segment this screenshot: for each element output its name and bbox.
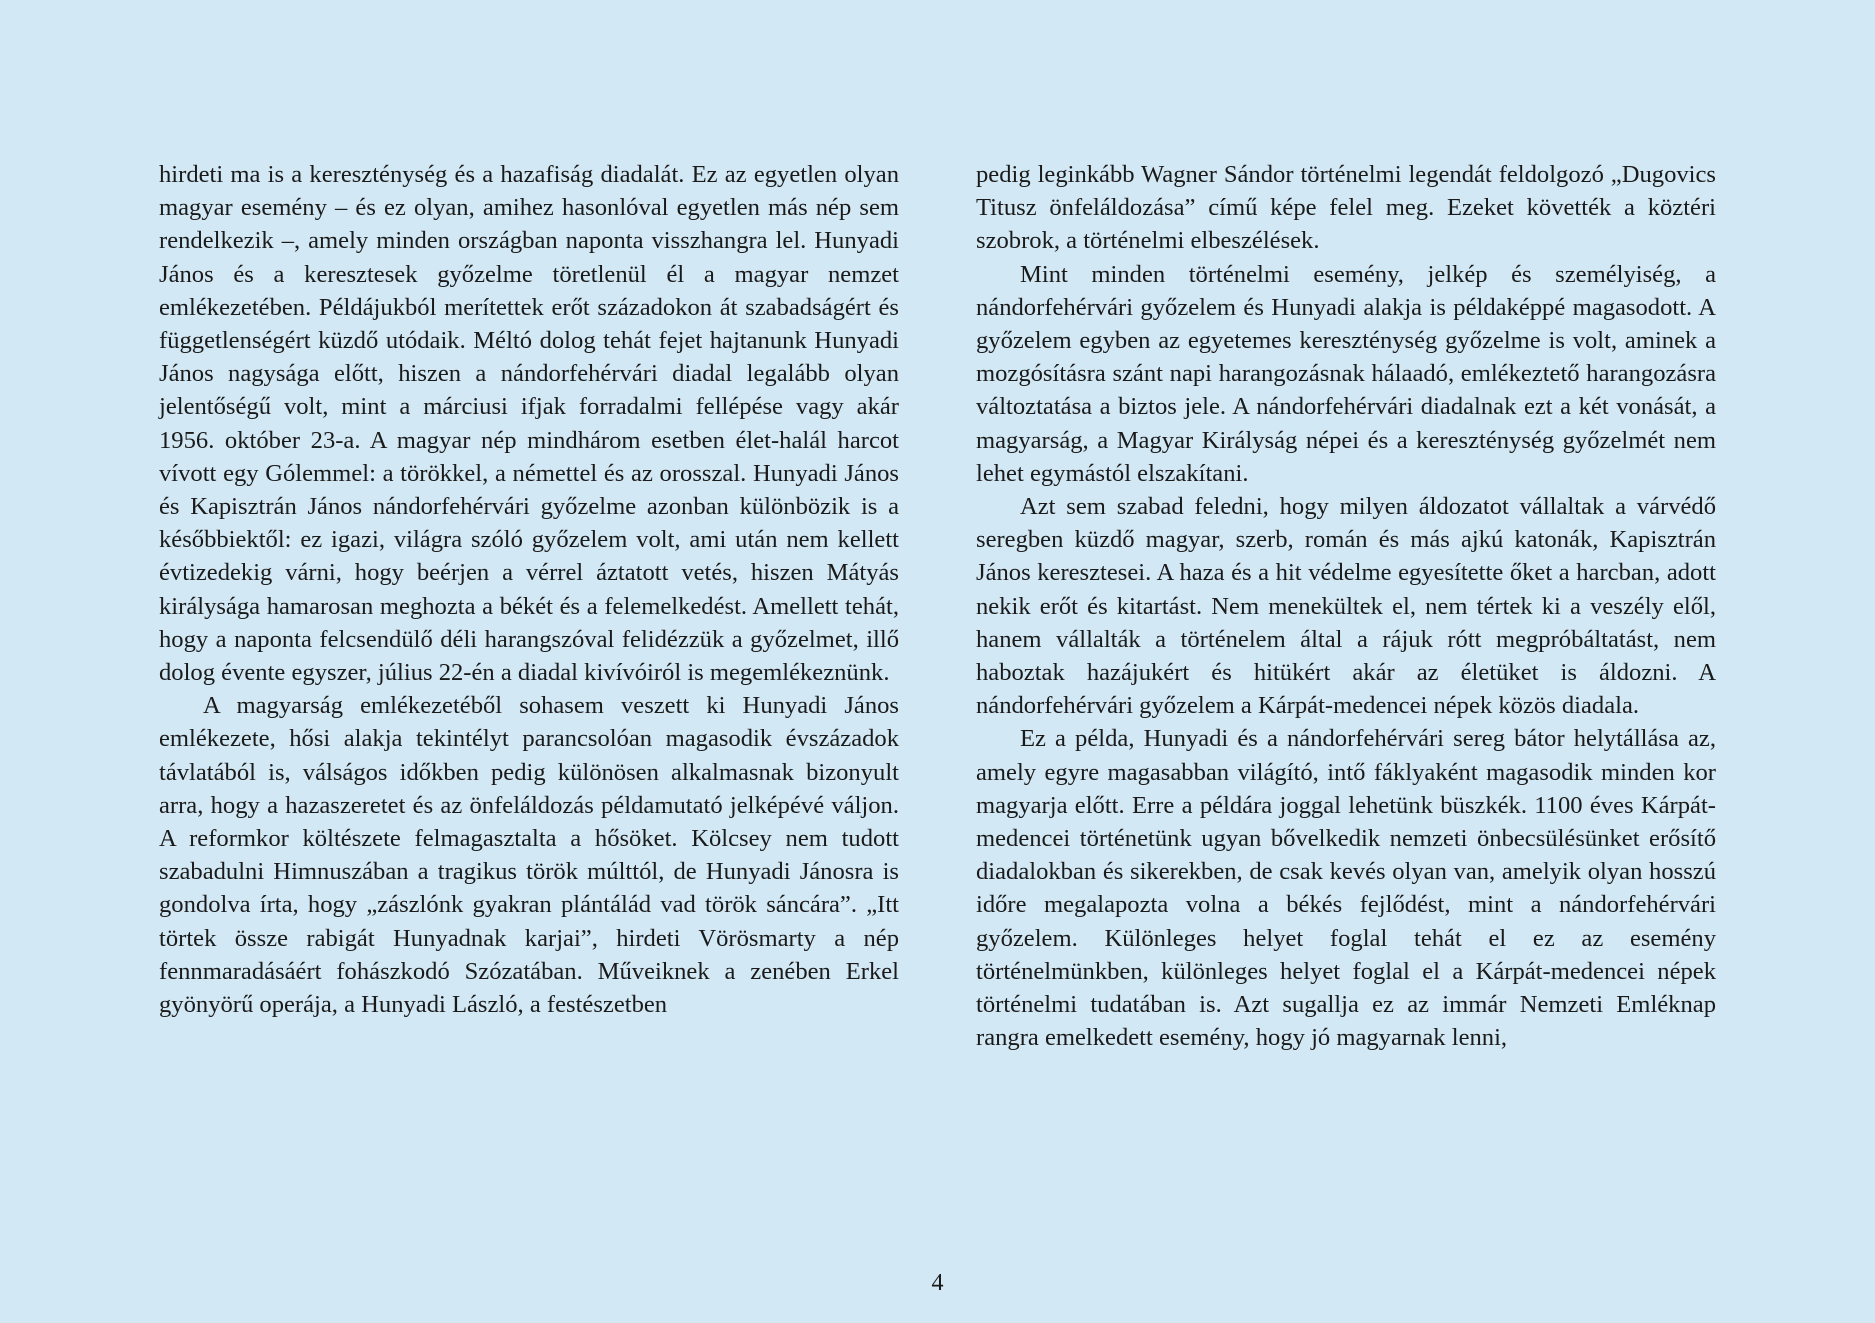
paragraph-right-1: pedig leginkább Wagner Sándor történelmi legendát feldolgozó „Dugovics Titusz önfeláldozása” című képe felel meg. Ezeket követték a köztéri szobrok, a történelmi elbeszélések. <box>976 161 1716 255</box>
paragraph-right-2: Mint minden történelmi esemény, jelkép és személyiség, a nándorfehérvári győzelem és Hunyadi alakja is példaképpé magasodott. A győzelem egyben az egyetemes kereszténység győzelme is volt, aminek a mozgósításra szánt napi harangozásnak hálaadó, emlékeztető harangozásra változtatása a biztos jele. A nándorfehérvári diadalnak ezt a két vonását, a magyarság, a Magyar Királyság népei és a kereszténység győzelmét nem lehet egymástól elszakítani. <box>976 260 1716 487</box>
paragraph-left-1: hirdeti ma is a kereszténység és a hazafiság diadalát. Ez az egyetlen olyan magyar esemény – és ez olyan, amihez hasonlóval egyetlen más nép sem rendelkezik –, amely minden országban naponta visszhangra lel. Hunyadi János és a keresztesek győzelme töretlenül él a magyar nemzet emlékezetében. Példájukból merítettek erőt századokon át szabadságért és függetlenségért küzdő utódaik. Méltó dolog tehát fejet hajtanunk Hunyadi János nagysága előtt, hiszen a nándorfehérvári diadal legalább olyan jelentőségű volt, mint a márciusi ifjak forradalmi fellépése vagy akár 1956. október 23-a. A magyar nép mindhárom esetben élet-halál harcot vívott egy Gólemmel: a törökkel, a némettel és az orosszal. Hunyadi János és Kapisztrán János nándorfehérvári győzelme azonban különbözik is a későbbiektől: ez igazi, világra szóló győzelem volt, ami után nem kellett évtizedekig várni, hogy beérjen a vérrel áztatott vetés, hiszen Mátyás királysága hamarosan meghozta a békét és a felemelkedést. Amellett tehát, hogy a naponta felcsendülő déli harangszóval felidézzük a győzelmet, illő dolog évente egyszer, július 22-én a diadal kivívóiról is megemlékeznünk. <box>159 161 899 687</box>
paragraph-right-3: Azt sem szabad feledni, hogy milyen áldozatot vállaltak a várvédő seregben küzdő magyar, szerb, román és más ajkú katonák, Kapisztrán János keresztesei. A haza és a hit védelme egyesítette őket a harcban, adott nekik erőt és kitartást. Nem menekültek el, nem tértek ki a veszély elől, hanem vállalták a történelem által a rájuk rótt megpróbáltatást, nem haboztak hazájukért és hitükért akár az életüket is áldozni. A nándorfehérvári győzelem a Kárpát-medencei népek közös diadala. <box>976 493 1716 720</box>
paragraph-left-2: A magyarság emlékezetéből sohasem veszett ki Hunyadi János emlékezete, hősi alakja tekintélyt parancsolóan magasodik évszázadok távlatából is, válságos időkben pedig különösen alkalmasnak bizonyult arra, hogy a hazaszeretet és az önfeláldozás példamutató jelképévé váljon. A reformkor költészete felmagasztalta a hősöket. Kölcsey nem tudott szabadulni Himnuszában a tragikus török múlttól, de Hunyadi Jánosra is gondolva írta, hogy „zászlónk gyakran plántálád vad török sáncára”. „Itt törtek össze rabigát Hunyadnak karjai”, hirdeti Vörösmarty a nép fennmaradásáért fohászkodó Szózatában. Műveiknek a zenében Erkel gyönyörű operája, a Hunyadi László, a festészetben <box>159 692 899 1019</box>
page-number: 4 <box>931 1270 944 1296</box>
paragraph-right-4: Ez a példa, Hunyadi és a nándorfehérvári sereg bátor helytállása az, amely egyre magasabban világító, intő fáklyaként magasodik minden kor magyarja előtt. Erre a példára joggal lehetünk büszkék. 1100 éves Kárpát-medencei történetünk ugyan bővelkedik nemzeti önbecsülésünket erősítő diadalokban és sikerekben, de csak kevés olyan van, amelyik olyan hosszú időre megalapozta volna a békés fejlődést, mint a nándorfehérvári győzelem. Különleges helyet foglal tehát el ez az esemény történelmünkben, különleges helyet foglal el a Kárpát-medencei népek történelmi tudatában is. Azt sugallja ez az immár Nemzeti Emléknap rangra emelkedett esemény, hogy jó magyarnak lenni, <box>976 725 1716 1052</box>
left-text-column <box>159 158 899 1021</box>
right-text-column <box>976 158 1716 1054</box>
